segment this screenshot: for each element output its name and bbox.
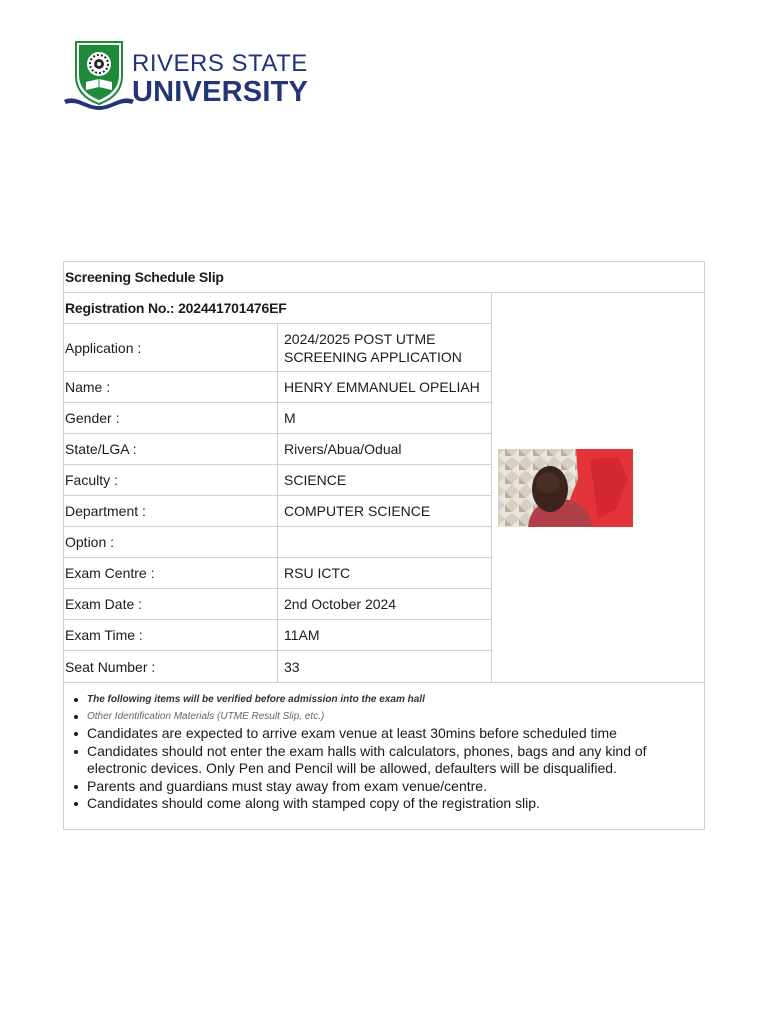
field-label: Option : [64, 527, 278, 557]
field-row-department [64, 496, 491, 527]
field-value: 11AM [284, 627, 320, 643]
instructions-section [64, 682, 704, 829]
list-item: Other Identification Materials (UTME Result Slip, etc.) [72, 708, 704, 725]
field-value: 33 [284, 658, 300, 675]
university-crest-icon [64, 40, 134, 110]
field-row-state-lga [64, 434, 491, 465]
field-value: 2nd October 2024 [284, 596, 397, 612]
logo-line-rivers-state: RIVERS STATE [132, 50, 308, 77]
field-label: Seat Number : [64, 651, 278, 682]
field-row-exam-centre [64, 558, 491, 589]
field-value: Rivers/Abua/Odual [284, 441, 402, 457]
field-label: Department : [64, 496, 278, 526]
logo-line-university: UNIVERSITY [132, 76, 309, 108]
field-label: State/LGA : [64, 434, 278, 464]
candidate-photo [498, 449, 633, 527]
field-label: Faculty : [64, 465, 278, 495]
field-row-gender [64, 403, 491, 434]
field-row-name [64, 372, 491, 403]
field-label: Name : [64, 372, 278, 402]
field-row-seat-number [64, 651, 491, 682]
field-value: COMPUTER SCIENCE [284, 503, 431, 519]
field-label: Application : [64, 324, 278, 371]
list-item: Candidates should come along with stamped copy of the registration slip. [72, 795, 704, 813]
field-row-option [64, 527, 491, 558]
field-label: Gender : [64, 403, 278, 433]
slip-title: Screening Schedule Slip [64, 262, 704, 293]
university-wordmark [132, 50, 308, 106]
field-row-faculty [64, 465, 491, 496]
field-value: M [284, 410, 296, 426]
list-item: Parents and guardians must stay away from exam venue/centre. [72, 778, 704, 796]
field-label: Exam Time : [64, 620, 278, 650]
field-value: RSU ICTC [284, 565, 351, 581]
field-row-application [64, 324, 491, 372]
field-row-exam-time [64, 620, 491, 651]
slip-fields [64, 293, 492, 682]
slip-body [64, 293, 704, 682]
list-item: The following items will be verified before admission into the exam hall [72, 691, 704, 708]
screening-schedule-slip [63, 261, 705, 830]
photo-cell [492, 293, 704, 682]
field-value: SCIENCE [284, 472, 347, 488]
instructions-list [72, 691, 704, 813]
registration-number: Registration No.: 202441701476EF [64, 293, 491, 324]
field-label: Exam Centre : [64, 558, 278, 588]
field-value: 2024/2025 POST UTME SCREENING APPLICATION [284, 330, 462, 365]
field-value: HENRY EMMANUEL OPELIAH [284, 379, 480, 395]
list-item: Candidates should not enter the exam halls with calculators, phones, bags and any kind of electronic devices. Only Pen and Pencil will be allowed, defaulters will be disqualified. [72, 743, 704, 778]
field-value [278, 527, 491, 557]
candidate-photo-image [498, 449, 633, 527]
list-item: Candidates are expected to arrive exam venue at least 30mins before scheduled time [72, 725, 704, 743]
field-row-exam-date [64, 589, 491, 620]
university-logo [64, 40, 309, 112]
field-label: Exam Date : [64, 589, 278, 619]
